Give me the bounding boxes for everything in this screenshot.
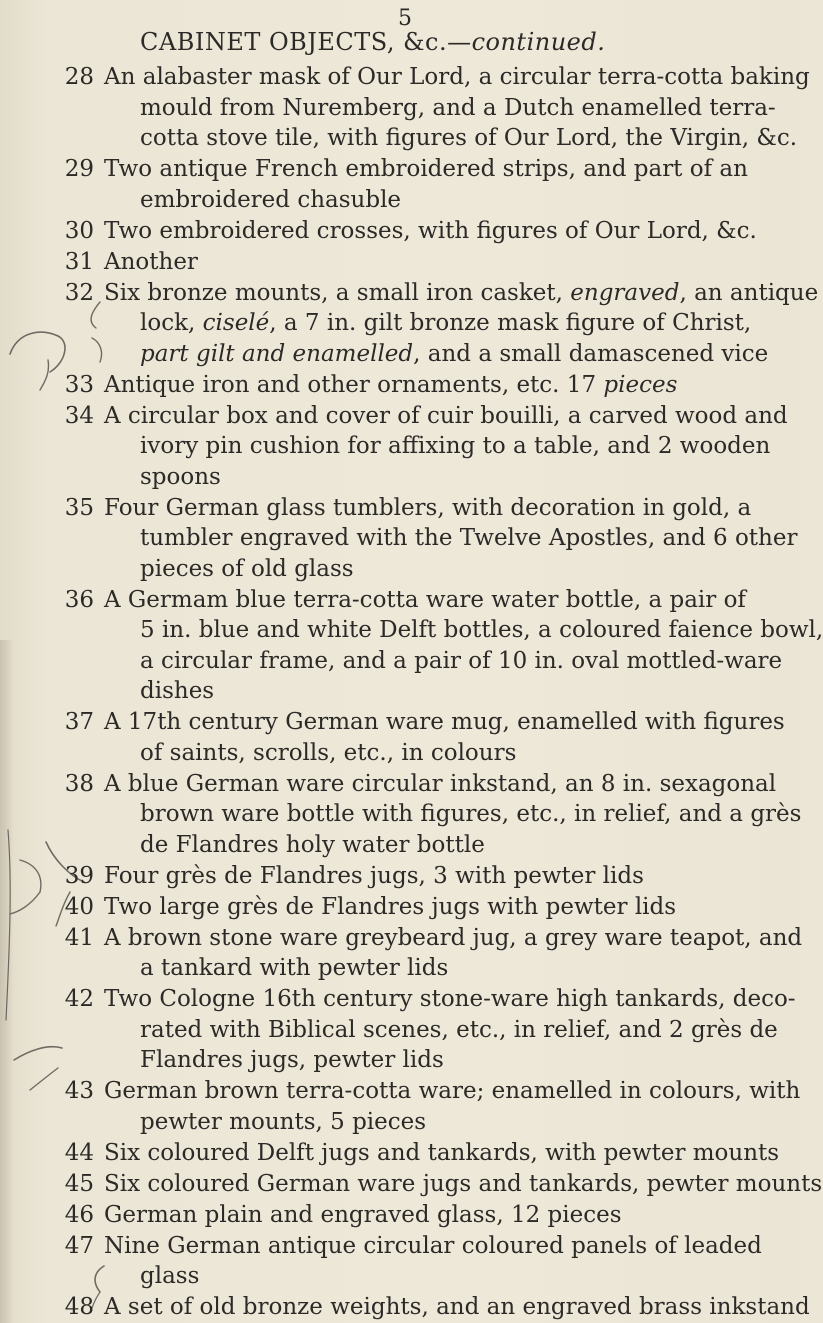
lot-number: 41 [64, 924, 94, 951]
lot-description [104, 1169, 823, 1200]
lot-description [104, 984, 794, 1076]
lot-description-line: A Germam blue terra-cotta ware water bottle, a pair of [104, 586, 746, 613]
lot-description [104, 1138, 794, 1169]
lot-description-line: pewter mounts, 5 pieces [140, 1108, 427, 1135]
lot-description-line: tumbler engraved with the Twelve Apostles, and 6 other [140, 525, 798, 551]
lot-description [104, 370, 794, 401]
lot-description-line: dishes [140, 678, 215, 704]
lot-description-line: Two antique French embroidered strips, and part of an [104, 156, 748, 182]
lot-number: 45 [64, 1170, 94, 1197]
lot-description-line: Six coloured German ware jugs and tankards, pewter mounts [104, 1170, 823, 1197]
lot-description-line: a circular frame, and a pair of 10 in. oval mottled-ware [140, 647, 783, 674]
lot-description-line: lock, ciselé, a 7 in. gilt bronze mask figure of Christ, [140, 310, 752, 336]
lot-description-line: part gilt and enamelled, and a small damascened vice [140, 340, 769, 367]
lot-description-line: pieces of old glass [140, 555, 354, 582]
lot-description-line: rated with Biblical scenes, etc., in relief, and 2 grès de [140, 1016, 778, 1043]
lot-description-line: Six bronze mounts, a small iron casket, engraved, an antique [104, 279, 819, 306]
lot-number: 42 [64, 986, 94, 1012]
lot-description-line: Antique iron and other ornaments, etc. 17 pieces [104, 371, 678, 398]
lot-description-line: embroidered chasuble [140, 186, 402, 213]
page-heading [140, 28, 605, 56]
lot-description [104, 247, 794, 278]
lot-description [104, 401, 794, 493]
lot-number: 30 [64, 217, 94, 244]
lot-number: 33 [64, 371, 94, 398]
lot-description [104, 1076, 801, 1137]
heading-continued: —continued. [447, 28, 606, 56]
lot-description-line: A circular box and cover of cuir bouilli, a carved wood and [104, 402, 788, 429]
lot-description [104, 892, 794, 923]
lot-number: 48 [64, 1294, 94, 1320]
lot-description [104, 707, 794, 768]
lot-description-line: Nine German antique circular coloured panels of leaded [104, 1232, 762, 1259]
lot-description-line: Four grès de Flandres jugs, 3 with pewter lids [104, 862, 644, 889]
lot-description [104, 769, 802, 861]
lot-description-line: Six coloured Delft jugs and tankards, with pewter mounts [104, 1139, 780, 1166]
lot-number: 38 [64, 770, 94, 797]
lot-description-line: Two embroidered crosses, with figures of Our Lord, &c. [104, 217, 757, 244]
lot-description-line: Two large grès de Flandres jugs with pewter lids [104, 893, 677, 920]
lot-description [104, 62, 810, 154]
lot-description [104, 923, 803, 984]
lot-number: 31 [64, 248, 94, 275]
lot-number: 35 [64, 494, 94, 521]
lot-description-line: mould from Nuremberg, and a Dutch enamelled terra- [140, 94, 776, 121]
lot-description-line: a tankard with pewter lids [140, 955, 449, 981]
lot-description-line: ivory pin cushion for affixing to a table, and 2 wooden [140, 433, 771, 459]
lot-description-line: 5 in. blue and white Delft bottles, a coloured faience bowl, [140, 617, 823, 643]
lot-description-line: A 17th century German ware mug, enamelled with figures [104, 709, 785, 735]
lot-description-line: brown ware bottle with figures, etc., in relief, and a grès [140, 801, 802, 827]
lot-number: 32 [64, 279, 94, 306]
lot-description [104, 1292, 810, 1323]
lot-description [104, 278, 819, 370]
lot-description-line: of saints, scrolls, etc., in colours [140, 739, 517, 766]
lot-description [104, 1200, 794, 1231]
lot-description [104, 1231, 794, 1292]
lot-number: 37 [64, 709, 94, 735]
lot-number: 40 [64, 893, 94, 920]
lot-number: 44 [64, 1139, 94, 1166]
lot-description [104, 861, 794, 892]
lot-number: 34 [64, 402, 94, 429]
lot-number: 36 [64, 586, 94, 613]
lot-description-line: cotta stove tile, with figures of Our Lord, the Virgin, &c. [140, 125, 798, 151]
lot-description-line: Four German glass tumblers, with decoration in gold, a [104, 494, 752, 521]
lot-description-line: A brown stone ware greybeard jug, a grey ware teapot, and [104, 924, 803, 951]
heading-main: CABINET OBJECTS, &c. [140, 28, 448, 56]
lot-description-line: Another [104, 248, 198, 275]
lot-description-line: de Flandres holy water bottle [140, 831, 485, 858]
lot-number: 47 [64, 1232, 94, 1259]
lot-description-line: glass [140, 1263, 200, 1289]
lot-number: 43 [64, 1078, 94, 1104]
page-number: 5 [398, 6, 412, 31]
lot-description-line: Two Cologne 16th century stone-ware high tankards, deco- [104, 986, 796, 1012]
lot-description-line: Flandres jugs, pewter lids [140, 1047, 444, 1073]
lot-description-line: German brown terra-cotta ware; enamelled in colours, with [104, 1078, 801, 1104]
lot-description-line: A blue German ware circular inkstand, an 8 in. sexagonal [104, 770, 777, 797]
lot-description [104, 493, 798, 585]
lot-description-line: German plain and engraved glass, 12 pieces [104, 1201, 622, 1228]
lot-description-line: A set of old bronze weights, and an engraved brass inkstand [104, 1294, 810, 1320]
lot-number: 39 [64, 862, 94, 889]
lot-number: 29 [64, 156, 94, 182]
lot-description [104, 216, 794, 247]
lot-description [104, 154, 794, 215]
lot-description-line: An alabaster mask of Our Lord, a circular terra-cotta baking [104, 64, 810, 90]
lot-description [104, 585, 823, 707]
lot-number: 46 [64, 1201, 94, 1228]
lot-description-line: spoons [140, 463, 221, 490]
lot-number: 28 [64, 64, 94, 90]
